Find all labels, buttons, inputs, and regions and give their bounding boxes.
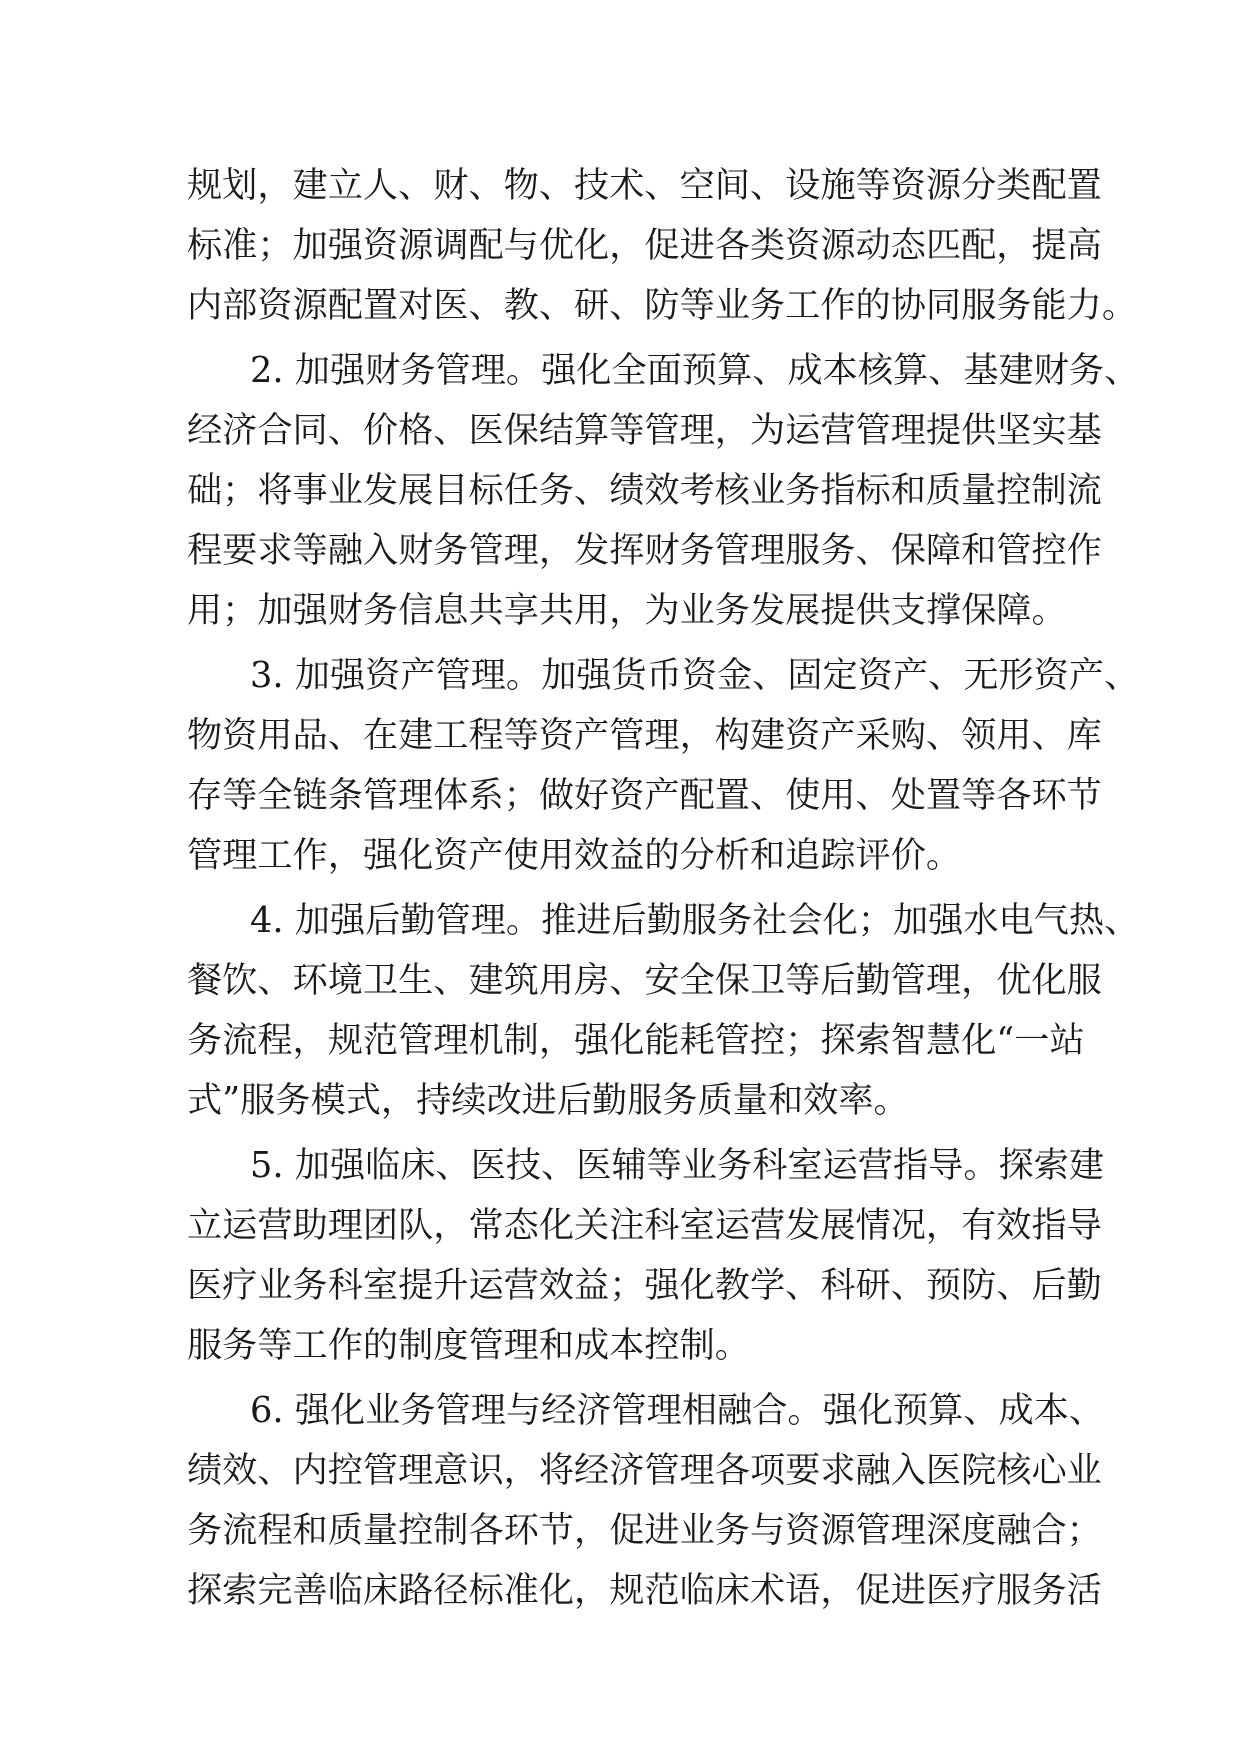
document-body (187, 156, 1140, 1621)
text-line: 立运营助理团队，常态化关注科室运营发展情况，有效指导 (187, 1205, 1102, 1246)
text-line: 探索完善临床路径标准化，规范临床术语，促进医疗服务活 (187, 1570, 1102, 1611)
text-line: 务流程和质量控制各环节，促进业务与资源管理深度融合； (187, 1510, 1102, 1551)
text-line: 餐饮、环境卫生、建筑用房、安全保卫等后勤管理，优化服 (187, 960, 1102, 1001)
text-line: 规划，建立人、财、物、技术、空间、设施等资源分类配置 (187, 165, 1102, 206)
text-line: 2. 加强财务管理。强化全面预算、成本核算、基建财务、 (250, 350, 1140, 391)
text-line: 程要求等融入财务管理，发挥财务管理服务、保障和管控作 (187, 530, 1102, 571)
text-line: 物资用品、在建工程等资产管理，构建资产采购、领用、库 (187, 715, 1102, 756)
text-line: 6. 强化业务管理与经济管理相融合。强化预算、成本、 (250, 1390, 1105, 1431)
text-line: 服务等工作的制度管理和成本控制。 (187, 1325, 750, 1366)
text-line: 础；将事业发展目标任务、绩效考核业务指标和质量控制流 (187, 470, 1102, 511)
paragraph (187, 1381, 1105, 1621)
text-line: 3. 加强资产管理。加强货币资金、固定资产、无形资产、 (250, 655, 1140, 696)
text-line: 5. 加强临床、医技、医辅等业务科室运营指导。探索建 (250, 1145, 1105, 1186)
text-line: 标准；加强资源调配与优化，促进各类资源动态匹配，提高 (187, 225, 1102, 266)
text-line: 用；加强财务信息共享共用，为业务发展提供支撑保障。 (187, 590, 1067, 631)
paragraph (187, 156, 1138, 336)
text-line: 经济合同、价格、医保结算等管理，为运营管理提供坚实基 (187, 410, 1102, 451)
text-line: 医疗业务科室提升运营效益；强化教学、科研、预防、后勤 (187, 1265, 1102, 1306)
paragraph (187, 891, 1140, 1131)
text-line: 4. 加强后勤管理。推进后勤服务社会化；加强水电气热、 (250, 900, 1140, 941)
text-line: 存等全链条管理体系；做好资产配置、使用、处置等各环节 (187, 775, 1102, 816)
paragraph (187, 1136, 1105, 1376)
text-line: 内部资源配置对医、教、研、防等业务工作的协同服务能力。 (187, 285, 1138, 326)
paragraph (187, 341, 1140, 641)
text-line: 式”服务模式，持续改进后勤服务质量和效率。 (187, 1080, 909, 1121)
text-line: 绩效、内控管理意识，将经济管理各项要求融入医院核心业 (187, 1450, 1102, 1491)
text-line: 管理工作，强化资产使用效益的分析和追踪评价。 (187, 835, 962, 876)
paragraph (187, 646, 1140, 886)
text-line: 务流程，规范管理机制，强化能耗管控；探索智慧化“一站 (187, 1020, 1085, 1061)
